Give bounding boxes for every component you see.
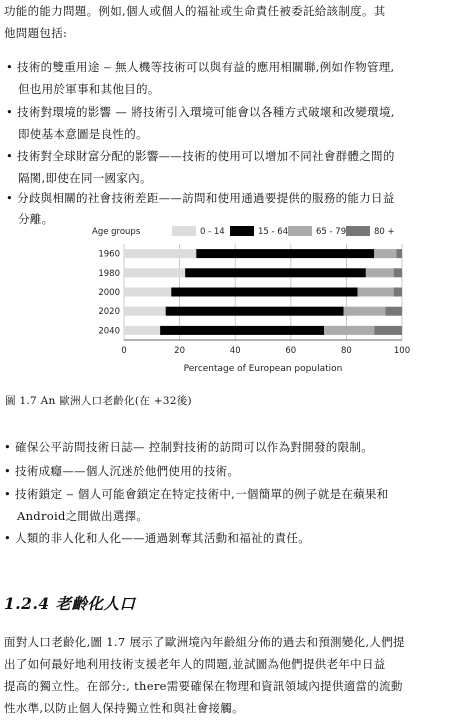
bar-segment bbox=[394, 268, 402, 277]
legend-label: 80 + bbox=[374, 227, 395, 237]
x-tick-label: 100 bbox=[393, 346, 411, 356]
bar-segment bbox=[394, 288, 402, 297]
legend-label: 0 - 14 bbox=[200, 227, 225, 237]
paragraph-line: 功能的能力問題。例如,個人或個人的福祉或生命責任被委託給該制度。其 bbox=[4, 4, 386, 18]
bar-segment bbox=[124, 249, 196, 258]
bar-segment bbox=[374, 249, 396, 258]
y-tick-label: 2000 bbox=[98, 288, 120, 298]
bar-segment bbox=[344, 307, 386, 316]
paragraph-line: 提高的獨立性。在部分:, there需要確保在物理和資訊領域內提供適當的流動 bbox=[4, 679, 403, 693]
bar-segment bbox=[374, 326, 402, 335]
bullet-item-wealth-cont: 隔閡,即使在同一國家內。 bbox=[18, 171, 152, 185]
age-distribution-chart bbox=[84, 216, 414, 384]
x-tick-label: 60 bbox=[285, 346, 297, 356]
paragraph-line: 面對人口老齡化,圖 1.7 展示了歐洲境內年齡組分佈的過去和預測變化,人們提 bbox=[4, 635, 405, 649]
y-tick-label: 1960 bbox=[98, 249, 120, 260]
legend-swatch bbox=[346, 226, 370, 236]
bar-segment bbox=[366, 268, 394, 277]
bullet-item-dual-use-cont: 但也用於軍事和其他目的。 bbox=[18, 82, 160, 96]
bar-segment bbox=[124, 307, 166, 316]
paragraph-line: 性水準,以防止個人保持獨立性和與社會接觸。 bbox=[4, 701, 244, 715]
bullet-item-environment: • 技術對環境的影響 — 將技術引入環境可能會以各種方式破壞和改變環境, bbox=[6, 105, 395, 119]
paragraph-line: 出了如何最好地利用技術支援老年人的問題,並試圖為他們提供老年中日益 bbox=[4, 657, 386, 671]
section-heading: 1.2.4 老齡化人口 bbox=[4, 594, 136, 613]
bar-segment bbox=[124, 326, 160, 335]
x-tick-label: 20 bbox=[174, 346, 186, 356]
bullet-item-divide: • 分歧與相關的社會技術差距——訪問和使用通過要提供的服務的能力日益 bbox=[6, 191, 395, 205]
bullet-item-divide-cont: 分離。 bbox=[18, 212, 54, 226]
legend-label: 65 - 79 bbox=[316, 227, 347, 237]
x-tick-label: 40 bbox=[229, 346, 241, 356]
y-tick-label: 1980 bbox=[98, 268, 120, 279]
y-tick-label: 2020 bbox=[98, 307, 120, 318]
bullet-item-environment-cont: 即使基本意圖是良性的。 bbox=[18, 127, 148, 141]
paragraph-line: 他問題包括: bbox=[4, 26, 68, 40]
bullet-item-dual-use: • 技術的雙重用途 ‒ 無人機等技術可以與有益的應用相關聯,例如作物管理, bbox=[6, 60, 395, 74]
legend-swatch bbox=[230, 226, 254, 236]
bar-segment bbox=[396, 249, 402, 258]
bullet-item-wealth: • 技術對全球財富分配的影響——技術的使用可以增加不同社會群體之間的 bbox=[6, 149, 395, 163]
x-tick-label: 80 bbox=[340, 346, 352, 356]
bar-segment bbox=[171, 288, 357, 297]
bar-segment bbox=[124, 288, 171, 297]
bullet-item-access: • 確保公平訪問技術日誌— 控制對技術的訪問可以作為對開發的限制。 bbox=[4, 440, 373, 454]
legend-title: Age groups bbox=[92, 227, 141, 237]
x-tick-label: 0 bbox=[121, 346, 127, 356]
legend-label: 15 - 64 bbox=[258, 227, 289, 237]
bar-segment bbox=[166, 307, 344, 316]
bar-segment bbox=[385, 307, 402, 316]
bar-segment bbox=[196, 249, 374, 258]
bullet-item-lockin: • 技術鎖定 ‒ 個人可能會鎖定在特定技術中,一個簡單的例子就是在蘋果和 bbox=[4, 487, 389, 501]
bar-segment bbox=[358, 288, 394, 297]
bar-segment bbox=[160, 326, 324, 335]
y-tick-label: 2040 bbox=[98, 326, 120, 337]
legend-swatch bbox=[172, 226, 196, 236]
bar-segment bbox=[124, 268, 185, 277]
x-axis-title: Percentage of European population bbox=[183, 364, 343, 374]
figure-caption: 圖 1.7 An 歐洲人口老齡化(在 +32後) bbox=[5, 395, 192, 407]
bar-segment bbox=[185, 268, 366, 277]
legend-swatch bbox=[288, 226, 312, 236]
bar-segment bbox=[324, 326, 374, 335]
bullet-item-lockin-cont: Android之間做出選擇。 bbox=[17, 509, 149, 523]
bullet-item-dehumanisation: • 人類的非人化和人化——通過剝奪其活動和福祉的責任。 bbox=[4, 531, 311, 545]
bullet-item-addiction: • 技術成癮——個人沉迷於他們使用的技術。 bbox=[4, 464, 240, 478]
